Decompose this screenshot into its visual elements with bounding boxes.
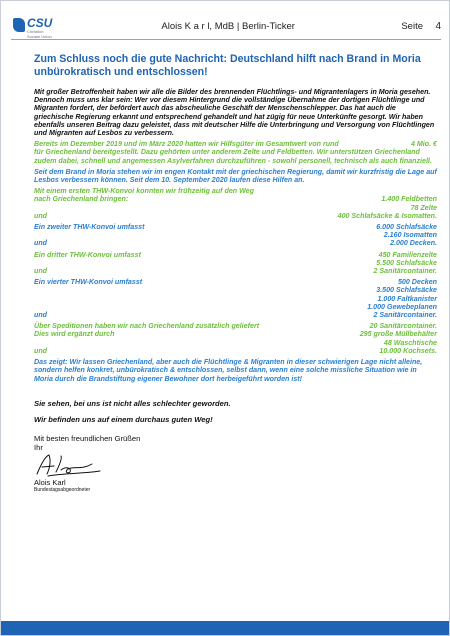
convoy-3-left: Ein dritter THW-Konvoi umfasst xyxy=(34,250,141,259)
convoy-4 xyxy=(34,278,437,319)
author-name: Alois Karl xyxy=(34,477,66,487)
convoy-2-row xyxy=(34,223,437,231)
shipping-row xyxy=(34,322,437,330)
shipping-row xyxy=(34,330,437,338)
convoy-1-last: 400 Schlafsäcke & Isomatten. xyxy=(337,211,437,220)
closing-line-2: Wir befinden uns auf einem durchaus guten Weg! xyxy=(34,414,213,424)
shipping-left-1: Über Speditionen haben wir nach Griechenland zusätzlich geliefert xyxy=(34,322,260,331)
shipping xyxy=(34,322,437,355)
shipping-right-3: 48 Waschtische xyxy=(383,338,437,347)
convoy-3-last: 2 Sanitärcontainer. xyxy=(373,267,437,276)
convoy-4-item: 1.000 Faltkanister xyxy=(377,294,437,303)
convoy-1-row xyxy=(34,195,437,203)
convoy-2-row xyxy=(34,239,437,247)
headline: Zum Schluss noch die gute Nachricht: Deutschland hilft nach Brand in Moria unbürokratisch und entschlossen! xyxy=(34,53,421,78)
shipping-row xyxy=(34,339,437,347)
csu-logo xyxy=(11,14,55,38)
shipping-row xyxy=(34,347,437,355)
convoy-1-item: 78 Zelte xyxy=(410,203,437,212)
convoy-4-item: 3.500 Schlafsäcke xyxy=(376,286,437,295)
conclusion-paragraph: Das zeigt: Wir lassen Griechenland, aber auch die Flüchtlinge & Migranten in dieser schwierigen Lage nicht alleine, sondern helfen konkret, unbürokratisch & entschlossen, selbst dann, wenn eine solche missliche Situation wie in Moria durch die Brandstiftung eigener Bewohner dort herbeigeführt worden ist! xyxy=(34,358,423,383)
closing-line-1: Sie sehen, bei uns ist nicht alles schlechter geworden. xyxy=(34,398,231,408)
convoy-2 xyxy=(34,223,437,248)
convoy-4-row xyxy=(34,278,437,286)
shipping-right-2: 295 große Müllbehälter xyxy=(359,330,437,339)
convoy-4-and: und xyxy=(34,311,47,320)
convoy-1-item: 1.400 Feldbetten xyxy=(381,195,437,204)
aid-line-text: Bereits im Dezember 2019 und im März 2020 hatten wir Hilfsgüter im Gesamtwert von rund xyxy=(34,140,339,149)
convoy-4-item: 1.000 Gewebeplanen xyxy=(367,302,437,311)
shipping-right-1: 20 Sanitärcontainer. xyxy=(369,322,437,331)
convoy-2-last: 2.000 Decken. xyxy=(390,239,437,248)
footer-band xyxy=(1,621,449,635)
convoy-1-intro: Mit einem ersten THW-Konvoi konnten wir frühzeitig auf den Weg xyxy=(34,187,254,196)
intro-paragraph: Mit großer Betroffenheit haben wir alle die Bilder des brennenden Flüchtlings- und Migrantenlagers in Moria gesehen. Dennoch muss uns klar sein: Wer vor diesem Hintergrund die vollständige Übernahme der dortigen Flüchtlinge und Migranten fordert, der befördert auch das abscheuliche Geschäft der Menschenschlepper. Das hat auch die griechische Regierung erkannt und entsprechend gehandelt und hat zügig für neue Unterkünfte gesorgt. Wir haben ebenfalls unseren Beitrag dazu geleistet, dass mit deutscher Hilfe die Unterbringung und Versorgung von Flüchtlingen und Migranten auf Lesbos zu verbessern. xyxy=(34,88,435,138)
convoy-4-row xyxy=(34,311,437,319)
convoy-1-row xyxy=(34,204,437,212)
handwritten-signature xyxy=(34,452,104,478)
page-label: Seite xyxy=(401,20,423,32)
convoy-2-row xyxy=(34,231,437,239)
convoy-3-item: 5.500 Schlafsäcke xyxy=(376,258,437,267)
header-title: Alois K a r l, MdB | Berlin-Ticker xyxy=(161,20,295,32)
shipping-right-4: 10.000 Kochsets. xyxy=(379,346,437,355)
convoy-4-row xyxy=(34,303,437,311)
contact-paragraph: Seit dem Brand in Moria stehen wir im engen Kontakt mit der griechischen Regierung, damit wir kurzfristig die Lage auf Lesbos verbessern können. Seit dem 10. September 2020 laufen diese Hilfen an. xyxy=(34,167,437,185)
logo-subtext: Christlich Soziale Union xyxy=(27,29,52,39)
aid-first-line xyxy=(34,140,437,148)
convoy-3-row xyxy=(34,259,437,267)
shipping-and: und xyxy=(34,346,47,355)
logo-text: CSU xyxy=(27,16,53,30)
convoy-1-and: und xyxy=(34,211,47,220)
convoy-3 xyxy=(34,251,437,276)
convoy-2-left: Ein zweiter THW-Konvoi umfasst xyxy=(34,223,145,232)
aid-paragraph xyxy=(34,140,437,165)
convoy-1 xyxy=(34,187,437,220)
convoy-4-item: 500 Decken xyxy=(397,278,437,287)
convoy-3-row xyxy=(34,251,437,259)
convoy-2-item: 2.160 Isomatten xyxy=(383,231,437,240)
convoy-3-and: und xyxy=(34,267,47,276)
convoy-4-row xyxy=(34,295,437,303)
convoy-4-left: Ein vierter THW-Konvoi umfasst xyxy=(34,278,143,287)
page-header xyxy=(11,13,441,40)
convoy-1-row xyxy=(34,212,437,220)
convoy-2-item: 6.000 Schlafsäcke xyxy=(376,223,437,232)
aid-amount: 4 Mio. € xyxy=(410,140,437,149)
convoy-4-row xyxy=(34,286,437,294)
author-role: Bundestagsabgeordneter xyxy=(34,486,91,493)
aid-rest: für Griechenland bereitgestellt. Dazu gehörten unter anderem Zelte und Feldbetten. Wir unterstützen Griechenland zudem dabei, schnell und angemessen Asylverfahren durchzuführen - sowohl personell, technisch als auch finanziell. xyxy=(34,148,432,165)
convoy-2-and: und xyxy=(34,239,47,248)
greeting-ihr: Ihr xyxy=(34,442,43,452)
greeting: Mit besten freundlichen Grüßen xyxy=(34,433,141,443)
article-body xyxy=(34,53,437,493)
convoy-3-row xyxy=(34,267,437,275)
page-number: 4 xyxy=(435,20,441,32)
lion-icon xyxy=(13,18,25,32)
convoy-1-left: nach Griechenland bringen: xyxy=(34,195,129,204)
convoy-3-item: 450 Familienzelte xyxy=(378,250,437,259)
convoy-4-last: 2 Sanitärcontainer. xyxy=(373,311,437,320)
shipping-left-2: Dies wird ergänzt durch xyxy=(34,330,115,339)
